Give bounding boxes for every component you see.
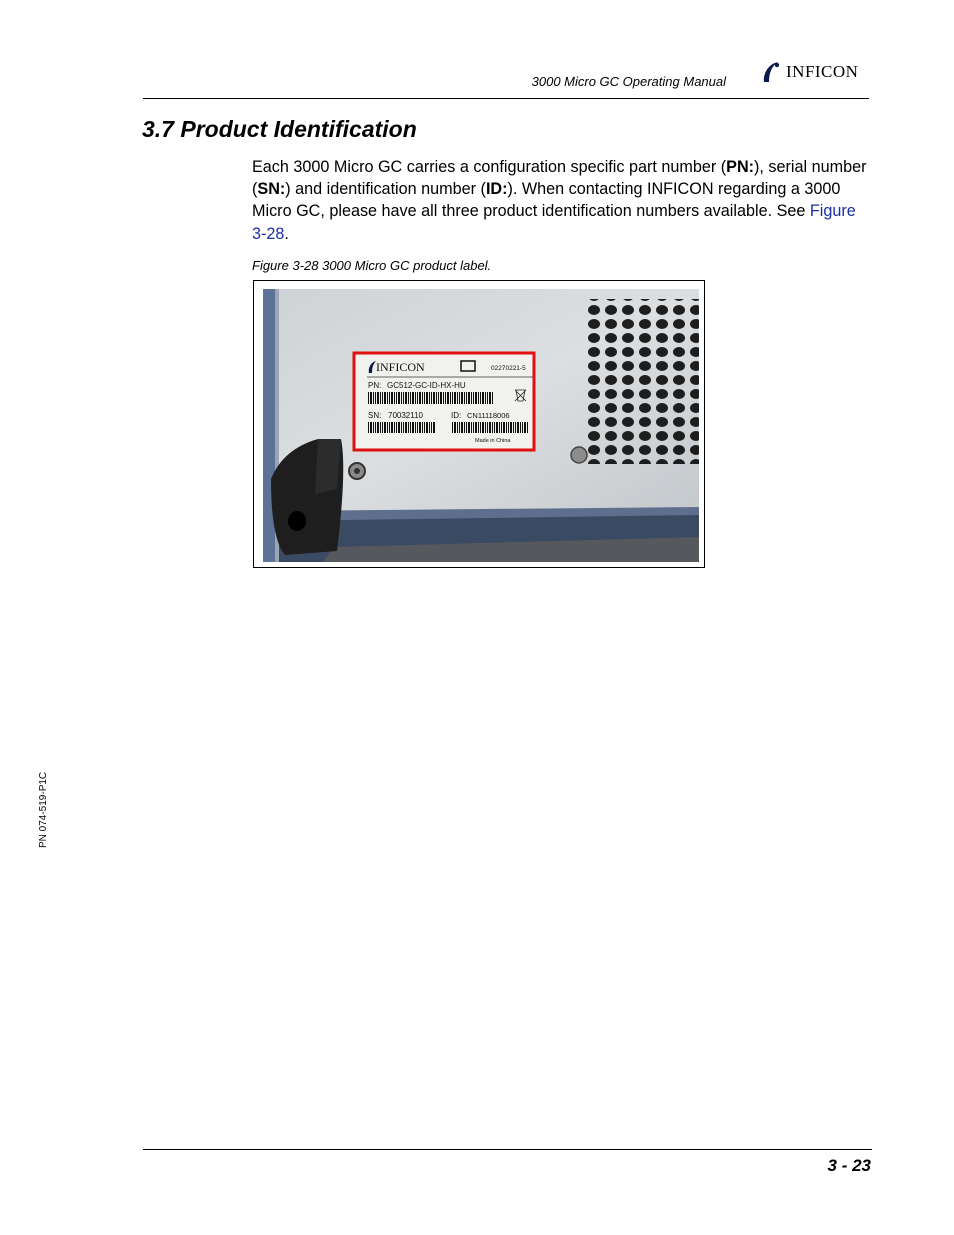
label-brand-text: INFICON bbox=[376, 360, 425, 374]
label-id-value: CN11118006 bbox=[467, 411, 510, 420]
body-paragraph bbox=[252, 156, 872, 245]
inficon-logo-text: INFICON bbox=[786, 62, 859, 81]
figure-cross-reference-link[interactable]: Figure 3-28 bbox=[252, 202, 856, 243]
part-number-margin-text: PN 074-519-P1C bbox=[38, 771, 49, 848]
label-date-code: 02270221-5 bbox=[491, 365, 526, 372]
section-heading: 3.7 Product Identification bbox=[142, 116, 417, 142]
sn-barcode bbox=[368, 422, 436, 433]
page-number: 3 - 23 bbox=[827, 1156, 871, 1175]
paragraph-text: ), serial number ( bbox=[252, 158, 867, 199]
figure-frame bbox=[253, 280, 705, 568]
label-origin-text: Made in China bbox=[475, 438, 511, 444]
id-barcode bbox=[451, 422, 529, 433]
paragraph-text: ). When contacting INFICON regarding a 3000 Micro GC, please have all three product identification numbers available. See bbox=[252, 180, 841, 221]
product-label-photo bbox=[263, 289, 699, 562]
label-pn-prefix: PN: bbox=[368, 381, 382, 390]
id-label: ID: bbox=[485, 180, 508, 199]
label-sn-prefix: SN: bbox=[368, 411, 382, 420]
paragraph-text: Each 3000 Micro GC carries a configuration specific part number ( bbox=[252, 158, 727, 176]
header-rule bbox=[143, 98, 869, 99]
footer-rule bbox=[143, 1149, 872, 1150]
pn-barcode bbox=[368, 392, 494, 404]
running-header-title: 3000 Micro GC Operating Manual bbox=[531, 74, 726, 89]
label-id-prefix: ID: bbox=[451, 411, 462, 420]
paragraph-text: . bbox=[284, 224, 289, 243]
pn-label: PN: bbox=[726, 158, 755, 176]
label-pn-value: GC512-GC-ID-HX-HU bbox=[387, 381, 466, 390]
sn-label: SN: bbox=[257, 180, 286, 199]
figure-caption: Figure 3-28 3000 Micro GC product label. bbox=[252, 258, 492, 273]
label-sn-value: 70032110 bbox=[388, 411, 423, 420]
paragraph-text: ) and identification number ( bbox=[285, 180, 486, 199]
inficon-logo-mark-icon bbox=[760, 60, 784, 84]
